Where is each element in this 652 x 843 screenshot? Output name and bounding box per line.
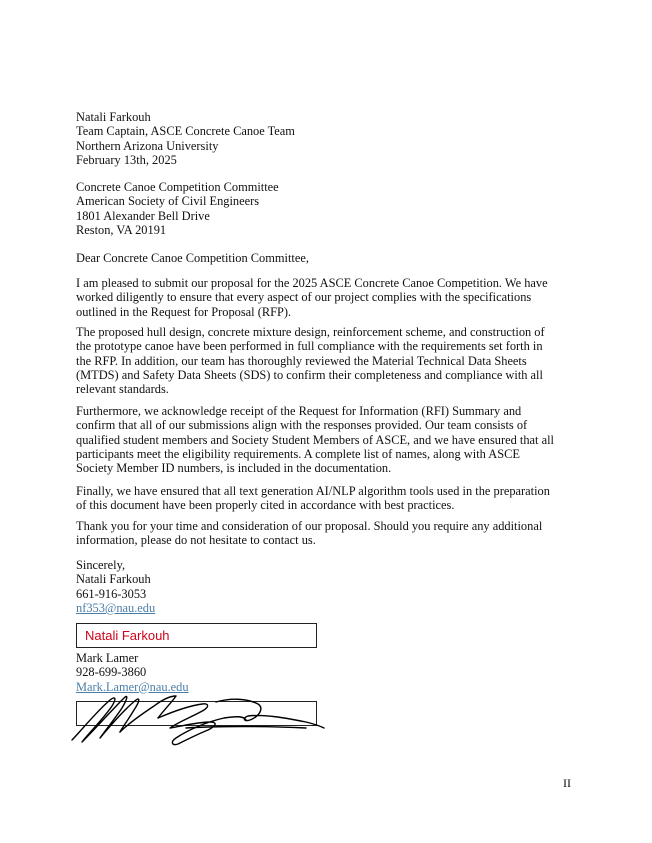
paragraph-line: of this document have been properly cited in accordance with best practices. — [76, 498, 455, 513]
paragraph-line: Finally, we have ensured that all text generation AI/NLP algorithm tools used in the preparation — [76, 484, 550, 498]
paragraph-line: Furthermore, we acknowledge receipt of the Request for Information (RFI) Summary and — [76, 404, 522, 418]
sender-organization: Northern Arizona University — [76, 138, 219, 153]
body-paragraph-5 — [76, 519, 574, 548]
second-signer-name: Mark Lamer — [76, 651, 139, 665]
paragraph-line: confirm that all of our submissions align with the responses provided. Our team consists of — [76, 418, 528, 433]
paragraph-line: the RFP. In addition, our team has thoroughly reviewed the Material Technical Data Sheets — [76, 353, 527, 368]
salutation-text: Dear Concrete Canoe Competition Committee, — [76, 251, 309, 265]
sender-block — [76, 110, 576, 167]
paragraph-line: participants meet the eligibility requirements. A complete list of names, along with ASCE — [76, 446, 520, 461]
recipient-line: American Society of Civil Engineers — [76, 194, 260, 209]
recipient-line: Concrete Canoe Competition Committee — [76, 180, 279, 194]
sender-title: Team Captain, ASCE Concrete Canoe Team — [76, 124, 295, 139]
body-paragraph-2 — [76, 325, 574, 396]
recipient-line: 1801 Alexander Bell Drive — [76, 208, 210, 223]
body-paragraph-3 — [76, 404, 574, 475]
closing-name: Natali Farkouh — [76, 572, 151, 587]
recipient-line: Reston, VA 20191 — [76, 222, 167, 237]
paragraph-line: outlined in the Request for Proposal (RFP). — [76, 304, 292, 319]
page-number: II — [563, 776, 571, 790]
paragraph-line: Society Member ID numbers, is included in the documentation. — [76, 461, 392, 476]
sender-name: Natali Farkouh — [76, 110, 151, 124]
paragraph-line: I am pleased to submit our proposal for the 2025 ASCE Concrete Canoe Competition. We have — [76, 276, 548, 290]
signature-field-farkouh[interactable] — [76, 623, 317, 648]
paragraph-line: Thank you for your time and consideration of our proposal. Should you require any additional — [76, 519, 543, 533]
paragraph-line: relevant standards. — [76, 382, 169, 397]
body-paragraph-1 — [76, 276, 574, 319]
salutation — [76, 251, 576, 265]
closing-phone: 661-916-3053 — [76, 586, 147, 601]
paragraph-line: information, please do not hesitate to contact us. — [76, 533, 316, 548]
paragraph-line: (MTDS) and Safety Data Sheets (SDS) to confirm their completeness and compliance with all — [76, 367, 543, 382]
closing-sincerely: Sincerely, — [76, 558, 126, 572]
closing-block — [76, 558, 576, 615]
letter-date: February 13th, 2025 — [76, 152, 177, 167]
second-signer-email-link[interactable]: Mark.Lamer@nau.edu — [76, 679, 189, 694]
typed-signature: Natali Farkouh — [85, 628, 170, 643]
second-signer-phone: 928-699-3860 — [76, 665, 147, 680]
paragraph-line: the prototype canoe have been performed in full compliance with the requirements set forth in — [76, 339, 543, 354]
closing-email-link[interactable]: nf353@nau.edu — [76, 600, 156, 615]
paragraph-line: qualified student members and Society Student Members of ASCE, and we have ensured that all — [76, 432, 554, 447]
handwritten-signature — [66, 688, 328, 750]
body-paragraph-4 — [76, 484, 574, 513]
paragraph-line: worked diligently to ensure that every aspect of our project complies with the specifications — [76, 290, 532, 305]
recipient-block — [76, 180, 576, 237]
paragraph-line: The proposed hull design, concrete mixture design, reinforcement scheme, and construction of — [76, 325, 545, 339]
